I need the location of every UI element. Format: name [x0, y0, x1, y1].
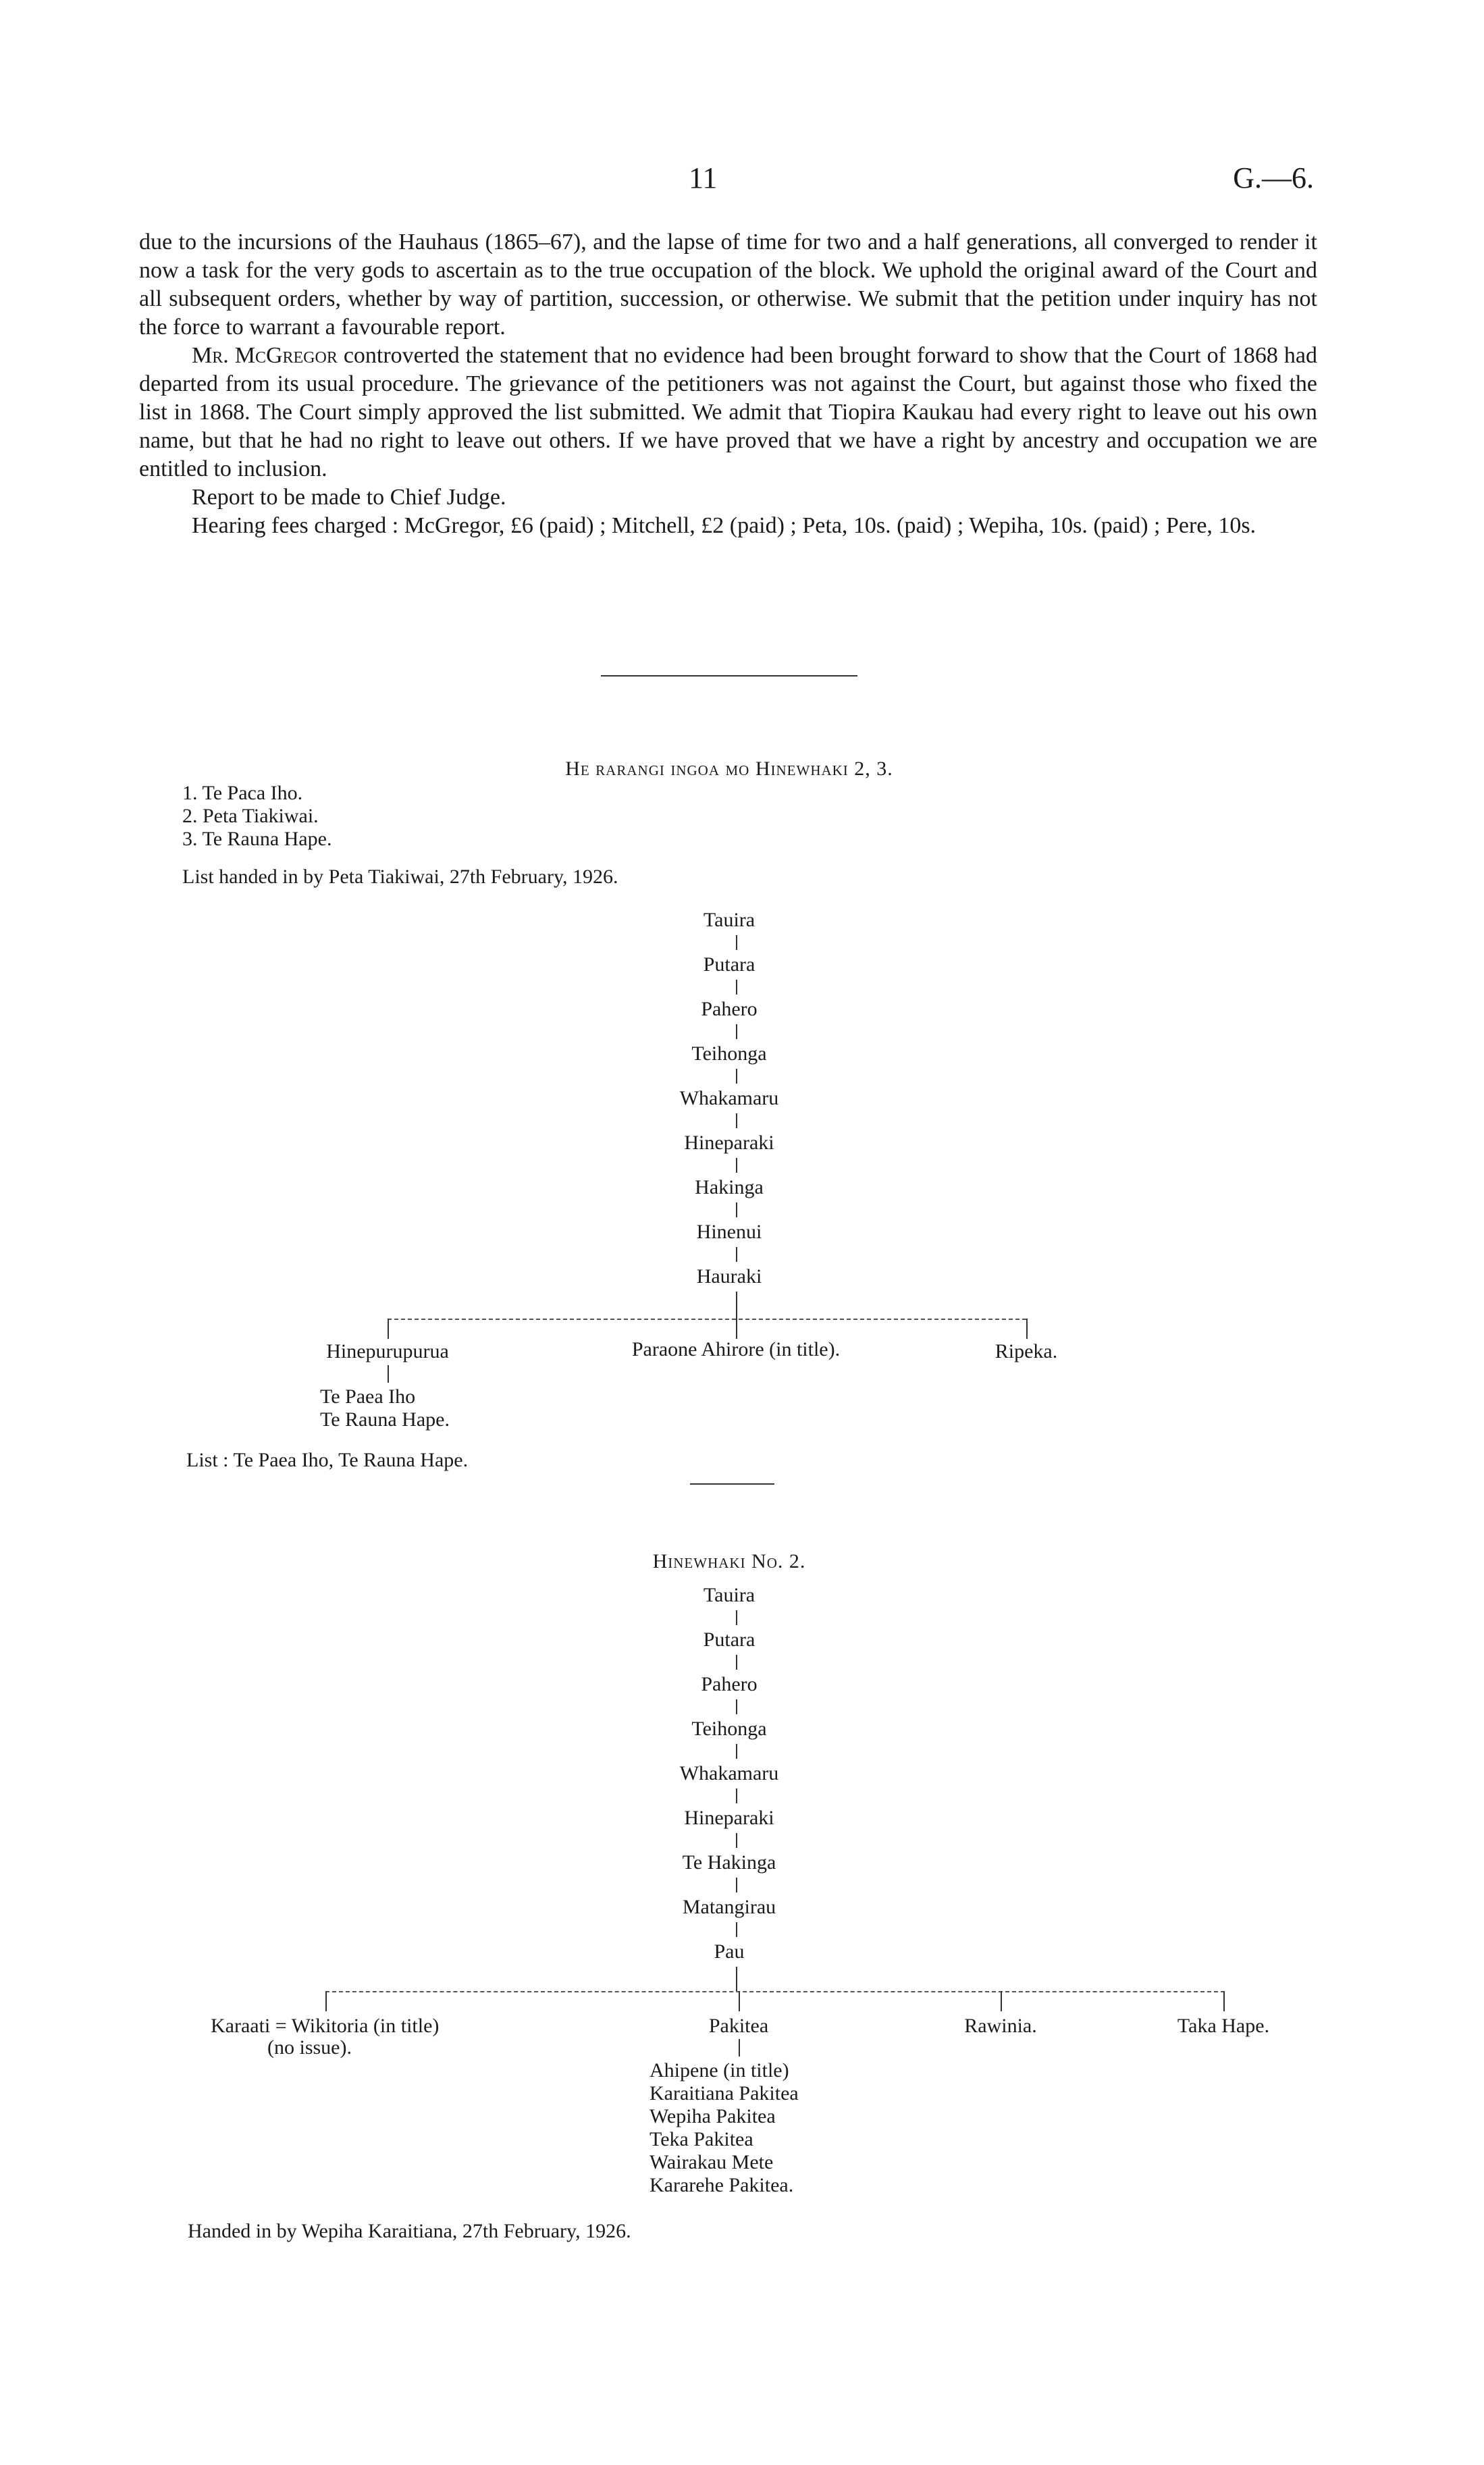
- child-name: Rawinia.: [964, 2015, 1037, 2037]
- child-name: Taka Hape.: [1177, 2015, 1270, 2037]
- lineage-name: Putara: [703, 1628, 756, 1651]
- lineage-name: Putara: [703, 953, 756, 976]
- lineage-connector: [736, 935, 737, 950]
- sibling-bar: [325, 1991, 1225, 1992]
- lineage-name: Tauira: [703, 909, 756, 931]
- lineage-connector: [736, 980, 737, 995]
- section-divider: [601, 675, 857, 677]
- descendant-name: Teka Pakitea: [650, 2128, 753, 2150]
- sibling-bar: [388, 1319, 1026, 1320]
- lineage-name: Pahero: [701, 1673, 758, 1695]
- sibling-connector: [1223, 1991, 1225, 2011]
- lineage-connector: [736, 1069, 737, 1084]
- lineage-connector: [736, 1202, 737, 1217]
- speaker-name: Mr. McGregor: [192, 343, 338, 368]
- lineage-connector: [736, 1610, 737, 1625]
- sibling-connector: [325, 1991, 327, 2011]
- lineage-name: Teihonga: [691, 1042, 767, 1065]
- lineage-connector: [739, 2039, 740, 2057]
- paragraph-2-text: controverted the statement that no evidence had been brought forward to show that the Court of 1868 had departed from its usual procedure. The grievance of the petitioners was not against the Court, but against those who fixed the list in 1868. The Court simply approved the list submitted. We admit that Tiopira Kaukau had every right to leave out his own name, but that he had no right to leave out others. If we have proved that we have a right by ancestry and occupation we are entitled to inclusion.: [139, 343, 1317, 481]
- document-reference: G.—6.: [1233, 161, 1314, 194]
- paragraph-4: Hearing fees charged : McGregor, £6 (paid) ; Mitchell, £2 (paid) ; Peta, 10s. (paid) ; Wepiha, 10s. (paid) ; Pere, 10s.: [192, 513, 1256, 538]
- lineage-connector: [736, 1878, 737, 1892]
- sibling-connector: [1001, 1991, 1002, 2011]
- lineage-connector: [736, 1024, 737, 1039]
- lineage-connector: [736, 1788, 737, 1803]
- lineage-connector: [736, 1699, 737, 1714]
- descendants-list: [650, 2059, 799, 2197]
- child-name: Hinepurupurua: [326, 1340, 449, 1362]
- descendant-name: Wairakau Mete: [650, 2151, 774, 2173]
- lineage-name: Whakamaru: [679, 1762, 779, 1784]
- lineage-connector: [736, 1744, 737, 1759]
- list-item: 2. Peta Tiakiwai.: [182, 805, 319, 827]
- list-item: 3. Te Rauna Hape.: [182, 828, 332, 850]
- lineage-name: Hineparaki: [684, 1132, 774, 1154]
- grandchild-name: Te Paea Iho: [320, 1385, 416, 1408]
- section-divider: [690, 1483, 774, 1485]
- section1-list: [182, 782, 332, 851]
- lineage-connector: [736, 1922, 737, 1937]
- child-name: Paraone Ahirore (in title).: [631, 1338, 841, 1360]
- lineage-connector: [736, 1967, 737, 1991]
- sibling-connector: [1026, 1319, 1028, 1339]
- section1-handed-in: List handed in by Peta Tiakiwai, 27th February, 1926.: [182, 866, 618, 888]
- section2-heading: Hinewhaki No. 2.: [652, 1550, 806, 1572]
- sibling-connector: [736, 1319, 737, 1339]
- lineage-connector: [736, 1292, 737, 1319]
- child-name: Karaati = Wikitoria (in title): [211, 2015, 440, 2037]
- lineage-connector: [736, 1833, 737, 1848]
- lineage-connector: [736, 1113, 737, 1128]
- lineage-name: Hinenui: [696, 1221, 762, 1243]
- sibling-connector: [739, 1991, 740, 2011]
- child-name: Ripeka.: [995, 1340, 1058, 1362]
- lineage-name: Hakinga: [695, 1176, 764, 1198]
- grandchild-name: Te Rauna Hape.: [320, 1408, 450, 1431]
- lineage-connector: [736, 1158, 737, 1173]
- paragraph-3: Report to be made to Chief Judge.: [192, 485, 506, 510]
- sibling-connector: [388, 1319, 389, 1339]
- lineage-name: Teihonga: [691, 1718, 767, 1740]
- paragraph-2: [139, 342, 1317, 483]
- lineage-name: Pahero: [701, 998, 758, 1020]
- lineage-name: Te Hakinga: [682, 1851, 776, 1874]
- body-text: [139, 228, 1317, 540]
- lineage-name: Whakamaru: [679, 1087, 779, 1109]
- lineage-connector: [736, 1655, 737, 1670]
- section1-heading: He rarangi ingoa mo Hinewhaki 2, 3.: [565, 758, 893, 780]
- section1-list-footer: List : Te Paea Iho, Te Rauna Hape.: [186, 1449, 469, 1471]
- lineage-name: Hauraki: [696, 1265, 762, 1288]
- lineage-name: Hineparaki: [684, 1807, 774, 1829]
- paragraph-1: due to the incursions of the Hauhaus (1865–67), and the lapse of time for two and a half generations, all converged to render it now a task for the very gods to ascertain as to the true occupation of the block. We uphold the original award of the Court and all subsequent orders, whether by way of partition, succession, or otherwise. We submit that the petition under inquiry has not the force to warrant a favourable report.: [139, 230, 1317, 340]
- page-number: 11: [689, 161, 718, 194]
- lineage-name: Matangirau: [682, 1896, 776, 1918]
- child-name: Pakitea: [708, 2015, 769, 2037]
- lineage-connector: [388, 1365, 389, 1383]
- lineage-name: Tauira: [703, 1584, 756, 1606]
- descendant-name: Karaitiana Pakitea: [650, 2082, 799, 2104]
- descendant-name: Ahipene (in title): [650, 2059, 789, 2082]
- lineage-connector: [736, 1247, 737, 1262]
- list-item: 1. Te Paca Iho.: [182, 782, 303, 804]
- lineage-name: Pau: [714, 1940, 745, 1963]
- descendant-name: Wepiha Pakitea: [650, 2105, 776, 2127]
- section2-handed-in: Handed in by Wepiha Karaitiana, 27th February, 1926.: [188, 2220, 631, 2242]
- descendant-name: Kararehe Pakitea.: [650, 2174, 794, 2196]
- no-issue-note: (no issue).: [267, 2036, 352, 2059]
